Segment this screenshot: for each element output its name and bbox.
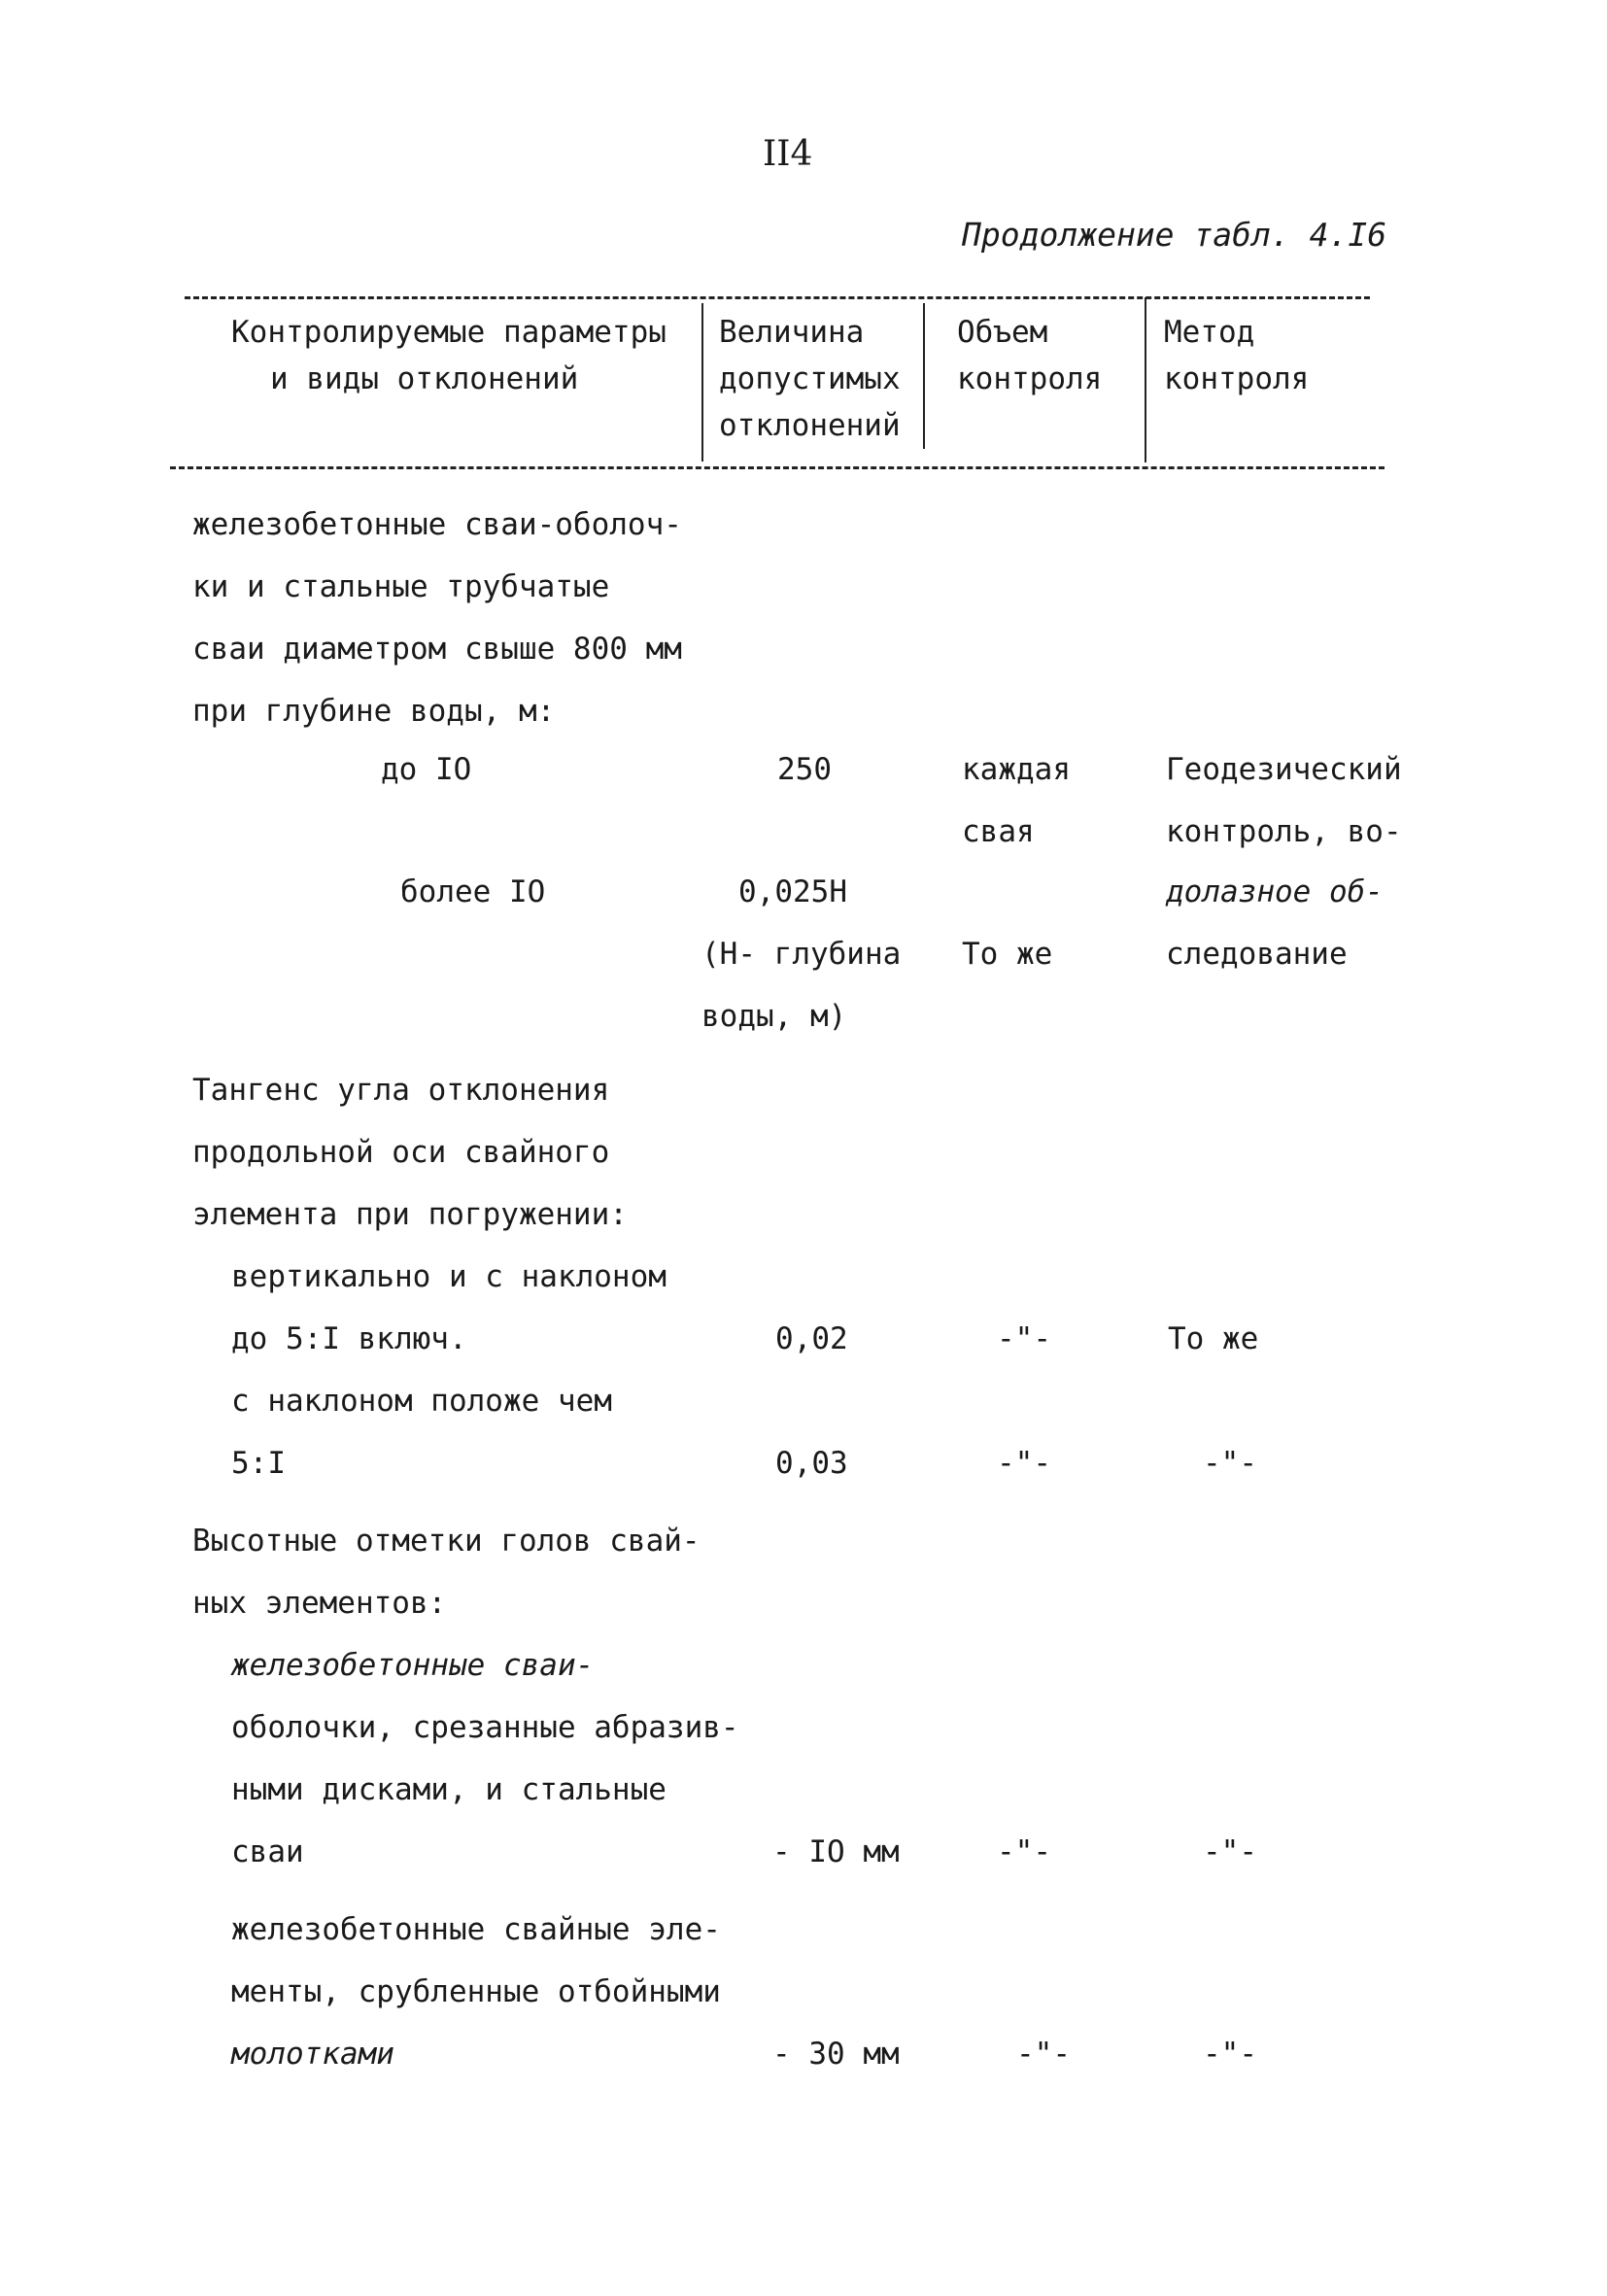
table-row-21-volume: -"- [997,1834,1051,1869]
table-row-12-param: вертикально и с наклоном [231,1259,667,1294]
table-row-0-param: железобетонные сваи-оболоч- [192,507,682,542]
page-number: II4 [763,134,813,174]
header-col-parameters-line2: и виды отклонений [270,361,579,396]
header-col-volume-line2: контроля [957,361,1103,396]
table-row-7-volume: То же [962,937,1053,972]
header-divider-2 [923,303,925,449]
table-row-23-param: менты, срубленные отбойными [231,1974,721,2009]
table-row-5-method: контроль, во- [1166,814,1402,849]
table-row-5-volume: свая [962,814,1035,849]
table-row-4-method: Геодезический [1166,752,1402,787]
table-row-14-param: с наклоном положе чем [231,1384,612,1419]
table-row-16-param: Высотные отметки голов свай- [192,1524,701,1559]
header-col-volume-line1: Объем [957,315,1048,350]
table-row-24-volume: -"- [1016,2037,1071,2072]
table-row-6-param: более IO [400,874,546,909]
table-row-15-deviation: 0,03 [775,1446,848,1481]
table-row-18-param: железобетонные сваи- [231,1648,595,1683]
table-row-3-param: при глубине воды, м: [192,694,556,729]
table-row-11-param: элемента при погружении: [192,1197,628,1232]
table-row-24-param: молотками [231,2037,394,2072]
table-row-19-param: оболочки, срезанные абразив- [231,1710,739,1745]
table-row-6-deviation: 0,025H [738,874,847,909]
table-row-24-deviation: - 30 мм [772,2037,900,2072]
header-top-rule [185,296,1370,299]
table-row-4-param: до IO [381,752,472,787]
table-row-15-param: 5:I [231,1446,286,1481]
table-continuation-label: Продолжение табл. 4.I6 [962,216,1387,254]
header-bottom-rule [170,466,1385,469]
table-row-21-method: -"- [1203,1834,1257,1869]
table-row-10-param: продольной оси свайного [192,1135,610,1170]
table-row-13-volume: -"- [997,1321,1051,1356]
table-row-7-method: следование [1166,937,1348,972]
table-row-2-param: сваи диаметром свыше 800 мм [192,632,682,667]
header-divider-3 [1145,297,1146,463]
table-row-20-param: ными дисками, и стальные [231,1772,667,1807]
table-row-13-method: То же [1168,1321,1259,1356]
table-row-4-volume: каждая [962,752,1071,787]
table-row-21-deviation: - IO мм [772,1834,900,1869]
table-row-9-param: Тангенс угла отклонения [192,1073,610,1108]
table-row-6-method: долазное об- [1166,874,1384,909]
table-row-7-deviation: (H- глубина [701,937,902,972]
table-row-22-param: железобетонные свайные эле- [231,1912,721,1947]
table-row-15-method: -"- [1203,1446,1257,1481]
header-col-method-line2: контроля [1164,361,1310,396]
header-col-parameters-line1: Контролируемые параметры [231,315,667,350]
table-row-4-deviation: 250 [777,752,832,787]
header-divider-1 [701,303,703,462]
header-col-deviation-line2: допустимых [719,361,901,396]
table-row-15-volume: -"- [997,1446,1051,1481]
table-row-1-param: ки и стальные трубчатые [192,569,610,604]
table-row-13-deviation: 0,02 [775,1321,848,1356]
header-col-method-line1: Метод [1164,315,1255,350]
table-row-17-param: ных элементов: [192,1586,447,1621]
table-row-21-param: сваи [231,1834,304,1869]
table-row-24-method: -"- [1203,2037,1257,2072]
header-col-deviation-line1: Величина [719,315,865,350]
header-col-deviation-line3: отклонений [719,408,901,443]
table-row-8-deviation: воды, м) [701,999,847,1034]
table-row-13-param: до 5:I включ. [231,1321,467,1356]
